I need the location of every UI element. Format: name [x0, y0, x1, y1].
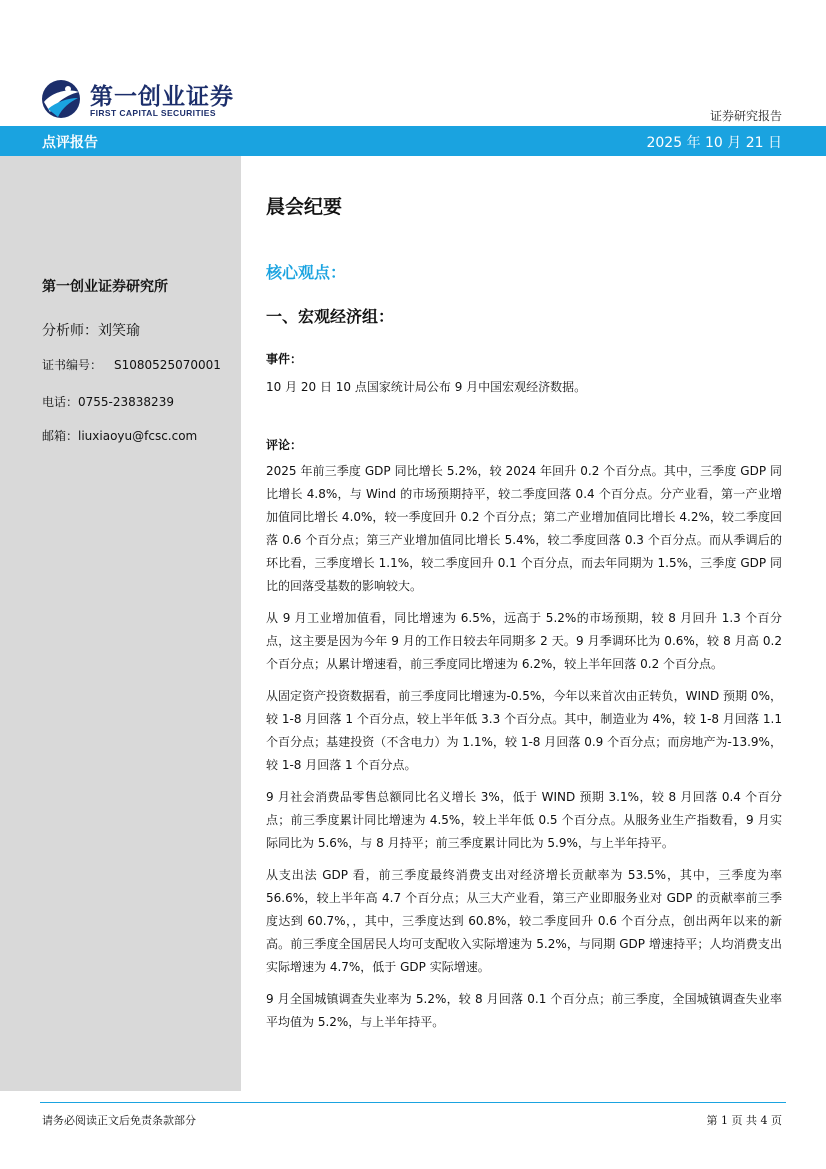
paragraph: 9 月全国城镇调查失业率为 5.2%，较 8 月回落 0.1 个百分点；前三季度，全国城镇调查失业率平均值为 5.2%，与上半年持平。 [266, 992, 782, 1029]
footer-disclaimer: 请务必阅读正文后免责条款部分 [42, 1114, 196, 1127]
paragraph: 从支出法 GDP 看，前三季度最终消费支出对经济增长贡献率为 53.5%，其中，三季度为率 56.6%，较上半年高 4.7 个百分点；从三大产业看，第三产业即服务业对 GDP 的贡献率前三季度达到 60.7%，，其中，三季度达到 60.8%，较二季度回升 0.6 个百分点，创出两年以来的新高。前三季度全国居民人均可支配收入实际增速为 5.2%，与同期 GDP 增速持平；人均消费支出实际增速为 4.7%，低于 GDP 实际增速。 [266, 868, 782, 974]
email-row [42, 427, 197, 444]
phone-label: 电话： [42, 395, 79, 409]
event-text: 10 月 20 日 10 点国家统计局公布 9 月中国宏观经济数据。 [266, 380, 587, 394]
event-label: 事件： [266, 352, 303, 366]
report-date: 2025 年 10 月 21 日 [646, 135, 782, 151]
globe-emblem-icon [40, 78, 82, 120]
header-banner [0, 126, 826, 156]
email-label: 邮箱： [42, 429, 79, 443]
footer-divider [40, 1102, 786, 1103]
report-category: 点评报告 [42, 135, 98, 151]
phone-value: 0755-23838239 [78, 395, 174, 409]
section-heading: 一、宏观经济组： [266, 307, 395, 326]
phone-row [42, 393, 174, 410]
document-type: 证券研究报告 [709, 109, 782, 123]
institute-name: 第一创业证券研究所 [42, 279, 168, 295]
email-value[interactable]: liuxiaoyu@fcsc.com [78, 429, 198, 443]
certificate-value: S1080525070001 [114, 358, 221, 372]
comment-label: 评论： [266, 438, 303, 452]
brand-name-cn: 第一创业证券 [90, 84, 234, 110]
analyst-name: 分析师：刘笑瑜 [42, 323, 140, 339]
brand-name-en: FIRST CAPITAL SECURITIES [90, 108, 216, 118]
page-number: 第 1 页 共 4 页 [706, 1114, 782, 1127]
comment-body [266, 460, 782, 1043]
sidebar [0, 156, 241, 1091]
page-title: 晨会纪要 [266, 196, 343, 218]
paragraph: 从固定资产投资数据看，前三季度同比增速为-0.5%，今年以来首次由正转负，WIND 预期 0%，较 1-8 月回落 1 个百分点，较上半年低 3.3 个百分点。其中，制造业为 4%，较 1-8 月回落 1.1 个百分点；基建投资（不含电力）为 1.1%，较 1-8 月回落 0.9 个百分点；而房地产为-13.9%，较 1-8 月回落 1 个百分点。 [266, 689, 782, 772]
certificate-row [42, 356, 221, 373]
core-heading: 核心观点： [266, 263, 347, 282]
paragraph: 从 9 月工业增加值看，同比增速为 6.5%，远高于 5.2%的市场预期，较 8 月回升 1.3 个百分点，这主要是因为今年 9 月的工作日较去年同期多 2 天。9 月季调环比为 0.6%，较 8 月高 0.2 个百分点；从累计增速看，前三季度同比增速为 6.2%，较上半年回落 0.2 个百分点。 [266, 611, 782, 671]
paragraph: 2025 年前三季度 GDP 同比增长 5.2%，较 2024 年回升 0.2 个百分点。其中，三季度 GDP 同比增长 4.8%，与 Wind 的市场预期持平，较二季度回落 0.4 个百分点。分产业看，第一产业增加值同比增长 4.0%，较一季度回升 0.2 个百分点；第二产业增加值同比增长 4.2%，较二季度回落 0.6 个百分点；第三产业增加值同比增长 5.4%，较二季度回落 0.3 个百分点。而从季调后的环比看，三季度增长 1.1%，较二季度回升 0.1 个百分点，而去年同期为 1.5%，三季度 GDP 同比的回落受基数的影响较大。 [266, 464, 782, 593]
paragraph: 9 月社会消费品零售总额同比名义增长 3%，低于 WIND 预期 3.1%，较 8 月回落 0.4 个百分点；前三季度累计同比增速为 4.5%，较上半年低 0.5 个百分点。从服务业生产指数看，9 月实际同比为 5.6%，与 8 月持平；前三季度累计同比为 5.9%，与上半年持平。 [266, 790, 782, 850]
brand-logo [40, 74, 260, 124]
certificate-label: 证书编号： [42, 358, 103, 372]
